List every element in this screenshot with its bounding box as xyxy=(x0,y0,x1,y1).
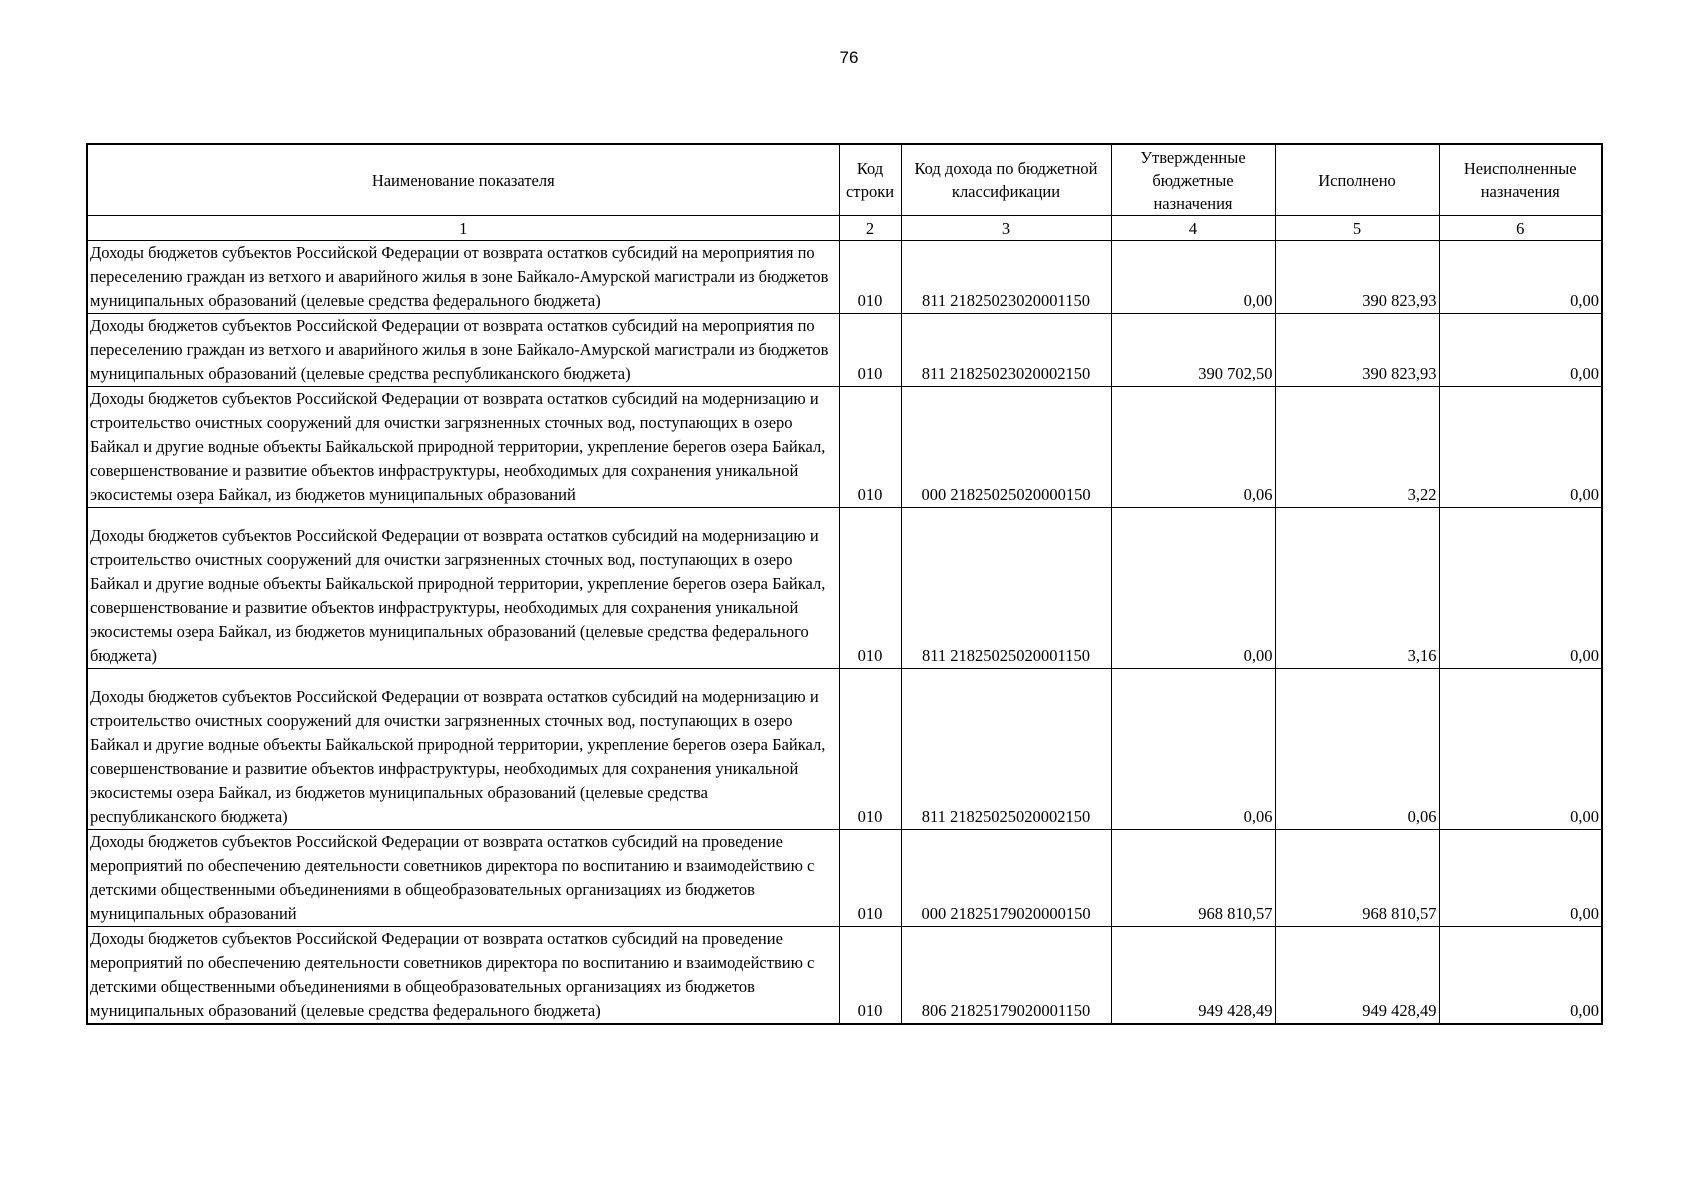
row-approved: 0,06 xyxy=(1111,669,1275,830)
row-executed: 0,06 xyxy=(1275,669,1439,830)
row-unexecuted: 0,00 xyxy=(1439,314,1602,387)
row-unexecuted: 0,00 xyxy=(1439,830,1602,927)
row-unexecuted: 0,00 xyxy=(1439,508,1602,669)
row-name: Доходы бюджетов субъектов Российской Федерации от возврата остатков субсидий на проведение мероприятий по обеспечению деятельности советников директора по воспитанию и взаимодействию с детскими общественными объединениями в общеобразовательных организациях из бюджетов муниципальных образований (целевые средства федерального бюджета) xyxy=(87,927,839,1025)
column-number-row xyxy=(87,216,1602,241)
row-name: Доходы бюджетов субъектов Российской Федерации от возврата остатков субсидий на мероприятия по переселению граждан из ветхого и аварийного жилья в зоне Байкало-Амурской магистрали из бюджетов муниципальных образований (целевые средства республиканского бюджета) xyxy=(87,314,839,387)
column-number: 1 xyxy=(87,216,839,241)
row-executed: 3,16 xyxy=(1275,508,1439,669)
row-line-code: 010 xyxy=(839,830,901,927)
row-line-code: 010 xyxy=(839,927,901,1025)
page-number: 76 xyxy=(839,48,859,67)
row-kbk: 811 21825023020002150 xyxy=(901,314,1111,387)
row-executed: 968 810,57 xyxy=(1275,830,1439,927)
header-unexecuted: Неисполненные назначения xyxy=(1439,144,1602,216)
row-executed: 3,22 xyxy=(1275,387,1439,508)
column-number: 6 xyxy=(1439,216,1602,241)
column-number: 5 xyxy=(1275,216,1439,241)
row-kbk: 811 21825023020001150 xyxy=(901,241,1111,314)
row-name: Доходы бюджетов субъектов Российской Федерации от возврата остатков субсидий на модернизацию и строительство очистных сооружений для очистки загрязненных сточных вод, поступающих в озеро Байкал и другие водные объекты Байкальской природной территории, укрепление берегов озера Байкал, совершенствование и развитие объектов инфраструктуры, необходимых для сохранения уникальной экосистемы озера Байкал, из бюджетов муниципальных образований (целевые средства федерального бюджета) xyxy=(87,508,839,669)
table-row xyxy=(87,830,1602,927)
row-name: Доходы бюджетов субъектов Российской Федерации от возврата остатков субсидий на проведение мероприятий по обеспечению деятельности советников директора по воспитанию и взаимодействию с детскими общественными объединениями в общеобразовательных организациях из бюджетов муниципальных образований xyxy=(87,830,839,927)
table-row xyxy=(87,669,1602,830)
row-approved: 968 810,57 xyxy=(1111,830,1275,927)
row-executed: 390 823,93 xyxy=(1275,314,1439,387)
row-unexecuted: 0,00 xyxy=(1439,387,1602,508)
header-name: Наименование показателя xyxy=(87,144,839,216)
row-kbk: 000 21825025020000150 xyxy=(901,387,1111,508)
table-row xyxy=(87,927,1602,1025)
row-line-code: 010 xyxy=(839,508,901,669)
row-name: Доходы бюджетов субъектов Российской Федерации от возврата остатков субсидий на модернизацию и строительство очистных сооружений для очистки загрязненных сточных вод, поступающих в озеро Байкал и другие водные объекты Байкальской природной территории, укрепление берегов озера Байкал, совершенствование и развитие объектов инфраструктуры, необходимых для сохранения уникальной экосистемы озера Байкал, из бюджетов муниципальных образований (целевые средства республиканского бюджета) xyxy=(87,669,839,830)
row-line-code: 010 xyxy=(839,669,901,830)
budget-report-table xyxy=(86,143,1603,1025)
table-row xyxy=(87,508,1602,669)
table-row xyxy=(87,387,1602,508)
header-line-code: Код строки xyxy=(839,144,901,216)
column-number: 3 xyxy=(901,216,1111,241)
row-approved: 0,00 xyxy=(1111,241,1275,314)
header-row xyxy=(87,144,1602,216)
table-row xyxy=(87,241,1602,314)
row-approved: 949 428,49 xyxy=(1111,927,1275,1025)
column-number: 2 xyxy=(839,216,901,241)
row-approved: 390 702,50 xyxy=(1111,314,1275,387)
row-executed: 390 823,93 xyxy=(1275,241,1439,314)
row-name: Доходы бюджетов субъектов Российской Федерации от возврата остатков субсидий на мероприятия по переселению граждан из ветхого и аварийного жилья в зоне Байкало-Амурской магистрали из бюджетов муниципальных образований (целевые средства федерального бюджета) xyxy=(87,241,839,314)
row-kbk: 811 21825025020002150 xyxy=(901,669,1111,830)
header-kbk: Код дохода по бюджетной классификации xyxy=(901,144,1111,216)
row-line-code: 010 xyxy=(839,387,901,508)
row-kbk: 000 21825179020000150 xyxy=(901,830,1111,927)
row-unexecuted: 0,00 xyxy=(1439,927,1602,1025)
row-unexecuted: 0,00 xyxy=(1439,669,1602,830)
row-approved: 0,00 xyxy=(1111,508,1275,669)
row-approved: 0,06 xyxy=(1111,387,1275,508)
row-kbk: 811 21825025020001150 xyxy=(901,508,1111,669)
header-executed: Исполнено xyxy=(1275,144,1439,216)
row-unexecuted: 0,00 xyxy=(1439,241,1602,314)
header-approved: Утвержденные бюджетные назначения xyxy=(1111,144,1275,216)
table-row xyxy=(87,314,1602,387)
row-kbk: 806 21825179020001150 xyxy=(901,927,1111,1025)
row-line-code: 010 xyxy=(839,241,901,314)
row-name: Доходы бюджетов субъектов Российской Федерации от возврата остатков субсидий на модернизацию и строительство очистных сооружений для очистки загрязненных сточных вод, поступающих в озеро Байкал и другие водные объекты Байкальской природной территории, укрепление берегов озера Байкал, совершенствование и развитие объектов инфраструктуры, необходимых для сохранения уникальной экосистемы озера Байкал, из бюджетов муниципальных образований xyxy=(87,387,839,508)
row-executed: 949 428,49 xyxy=(1275,927,1439,1025)
column-number: 4 xyxy=(1111,216,1275,241)
row-line-code: 010 xyxy=(839,314,901,387)
